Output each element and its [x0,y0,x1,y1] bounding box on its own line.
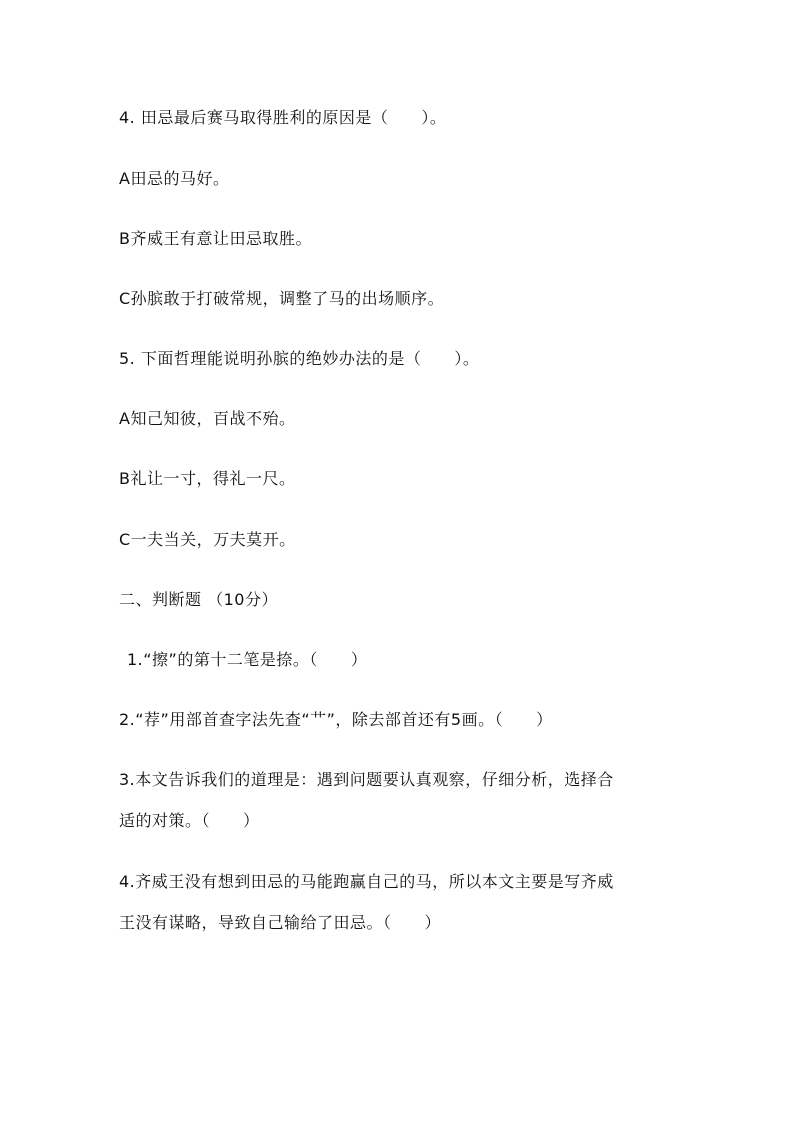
judgment-item-3-line-1: 3.本文告诉我们的道理是：遇到问题要认真观察，仔细分析，选择合 [119,770,614,789]
judgment-item-4-line-2: 王没有谋略，导致自己输给了田忌。（ ） [119,913,442,932]
question-5-option-a: A知己知彼，百战不殆。 [119,409,296,428]
question-4: 4. 田忌最后赛马取得胜利的原因是（ ）。 [119,108,447,127]
question-4-option-a: A田忌的马好。 [119,169,230,188]
question-5-option-c: C一夫当关，万夫莫开。 [119,530,296,549]
judgment-item-1: 1.“擦”的第十二笔是捺。（ ） [127,650,368,669]
question-5-option-b: B礼让一寸，得礼一尺。 [119,469,296,488]
question-4-option-b: B齐威王有意让田忌取胜。 [119,229,312,248]
judgment-item-4-line-1: 4.齐威王没有想到田忌的马能跑赢自己的马，所以本文主要是写齐威 [119,872,614,891]
question-4-option-c: C孙膑敢于打破常规，调整了马的出场顺序。 [119,289,445,308]
judgment-item-3-line-2: 适的对策。（ ） [119,811,260,830]
section-two-heading: 二、判断题 （10分） [119,590,278,609]
question-5: 5. 下面哲理能说明孙膑的绝妙办法的是（ ）。 [119,349,480,368]
judgment-item-2: 2.“荐”用部首查字法先查“艹”，除去部首还有5画。（ ） [119,710,553,729]
